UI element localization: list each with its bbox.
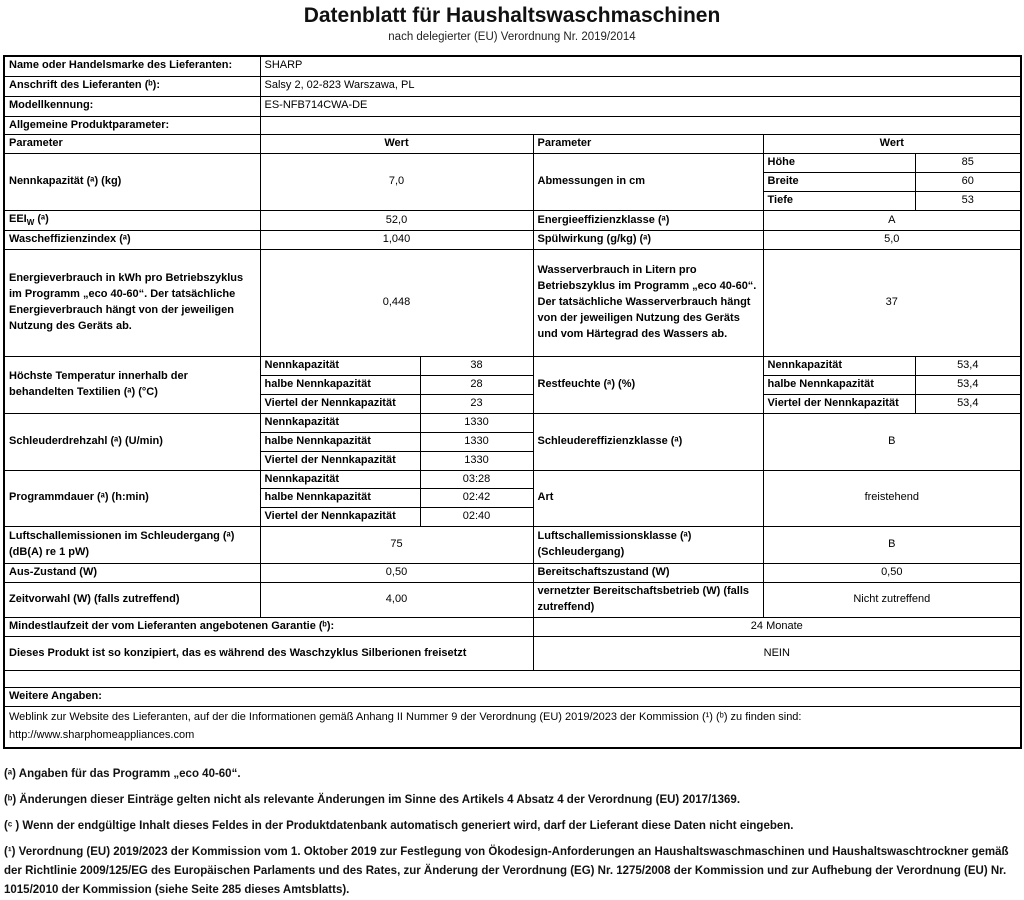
- zeitvorwahl-value: 4,00: [260, 583, 533, 618]
- page-subtitle: nach delegierter (EU) Verordnung Nr. 2019/2014: [388, 31, 636, 43]
- luftschallklasse-value: B: [763, 527, 1021, 564]
- restfeuchte-nenn-label: Nennkapazität: [763, 356, 915, 375]
- vernetzter-bereitschaftsbetrieb-value: Nicht zutreffend: [763, 583, 1021, 618]
- weblink-url: http://www.sharphomeappliances.com: [9, 729, 195, 742]
- vernetzter-bereitschaftsbetrieb-label: vernetzter Bereitschaftsbetrieb (W) (falls zutreffend): [533, 583, 763, 618]
- programmdauer-nenn-value: 03:28: [420, 470, 533, 489]
- programmdauer-nenn-label: Nennkapazität: [260, 470, 420, 489]
- general-parameters-label: Allgemeine Produktparameter:: [4, 116, 260, 135]
- luftschall-label: Luftschallemissionen im Schleudergang (ᵃ) (dB(A) re 1 pW): [4, 527, 260, 564]
- garantie-value: 24 Monate: [533, 618, 1021, 637]
- eei-value: 52,0: [260, 211, 533, 231]
- column-header-wert-left: Wert: [260, 135, 533, 154]
- spuelwirkung-value: 5,0: [763, 230, 1021, 249]
- wascheffizienzindex-label: Wascheffizienzindex (ᵃ): [4, 230, 260, 249]
- nennkapazitaet-label: Nennkapazität (ᵃ) (kg): [4, 154, 260, 211]
- column-header-wert-right: Wert: [763, 135, 1021, 154]
- schleudereffizienzklasse-value: B: [763, 413, 1021, 470]
- programmdauer-viertel-value: 02:40: [420, 508, 533, 527]
- restfeuchte-halbe-value: 53,4: [915, 375, 1021, 394]
- abmessungen-tiefe-label: Tiefe: [763, 192, 915, 211]
- schleuder-viertel-label: Viertel der Nennkapazität: [260, 451, 420, 470]
- empty-row: [4, 671, 1021, 688]
- art-value: freistehend: [763, 470, 1021, 527]
- energieverbrauch-label: Energieverbrauch in kWh pro Betriebszyklus im Programm „eco 40-60“. Der tatsächliche Energieverbrauch hängt von der jeweiligen Nutzung des Geräts ab.: [4, 249, 260, 356]
- restfeuchte-nenn-value: 53,4: [915, 356, 1021, 375]
- wasserverbrauch-value: 37: [763, 249, 1021, 356]
- supplier-address-value: Salsy 2, 02-823 Warszawa, PL: [260, 76, 1021, 96]
- weblink-cell: [4, 707, 1021, 748]
- eei-label-suffix: (ᵃ): [34, 213, 49, 226]
- zeitvorwahl-label: Zeitvorwahl (W) (falls zutreffend): [4, 583, 260, 618]
- aus-zustand-value: 0,50: [260, 564, 533, 583]
- footnote-a: (ᵃ) Angaben für das Programm „eco 40-60“.: [4, 768, 241, 781]
- eei-label-subscript: W: [26, 218, 35, 228]
- eei-label: [4, 211, 260, 231]
- datasheet-table: [3, 55, 1022, 749]
- programmdauer-viertel-label: Viertel der Nennkapazität: [260, 508, 420, 527]
- abmessungen-hoehe-value: 85: [915, 154, 1021, 173]
- supplier-address-label: Anschrift des Lieferanten (ᵇ):: [4, 76, 260, 96]
- temperatur-viertel-label: Viertel der Nennkapazität: [260, 394, 420, 413]
- nennkapazitaet-value: 7,0: [260, 154, 533, 211]
- spuelwirkung-label: Spülwirkung (g/kg) (ᵃ): [533, 230, 763, 249]
- programmdauer-halbe-label: halbe Nennkapazität: [260, 489, 420, 508]
- restfeuchte-label: Restfeuchte (ᵃ) (%): [533, 356, 763, 413]
- luftschallklasse-label: Luftschallemissionsklasse (ᵃ) (Schleudergang): [533, 527, 763, 564]
- art-label: Art: [533, 470, 763, 527]
- restfeuchte-halbe-label: halbe Nennkapazität: [763, 375, 915, 394]
- column-header-parameter-left: Parameter: [4, 135, 260, 154]
- bereitschaftszustand-value: 0,50: [763, 564, 1021, 583]
- wascheffizienzindex-value: 1,040: [260, 230, 533, 249]
- silberionen-value: NEIN: [533, 637, 1021, 671]
- general-parameters-empty-cell: [260, 116, 1021, 135]
- temperatur-viertel-value: 23: [420, 394, 533, 413]
- footnote-c: (ᶜ ) Wenn der endgültige Inhalt dieses Feldes in der Produktdatenbank automatisch generiert wird, darf der Lieferant diese Daten nicht eingeben.: [4, 820, 794, 833]
- schleuder-nenn-label: Nennkapazität: [260, 413, 420, 432]
- programmdauer-halbe-value: 02:42: [420, 489, 533, 508]
- hoechste-temperatur-label: Höchste Temperatur innerhalb der behandelten Textilien (ᵃ) (°C): [4, 356, 260, 413]
- bereitschaftszustand-label: Bereitschaftszustand (W): [533, 564, 763, 583]
- temperatur-nenn-label: Nennkapazität: [260, 356, 420, 375]
- footnote-b: (ᵇ) Änderungen dieser Einträge gelten nicht als relevante Änderungen im Sinne des Artikels 4 Absatz 4 der Verordnung (EU) 2017/1369.: [4, 794, 741, 807]
- datasheet-page: [0, 4, 1024, 900]
- abmessungen-hoehe-label: Höhe: [763, 154, 915, 173]
- model-id-value: ES-NFB714CWA-DE: [260, 96, 1021, 116]
- weblink-text: Weblink zur Website des Lieferanten, auf der die Informationen gemäß Anhang II Nummer 9 der Verordnung (EU) 2019/2023 der Kommission (¹) (ᵇ) zu finden sind:: [9, 711, 802, 724]
- energieeffizienzklasse-label: Energieeffizienzklasse (ᵃ): [533, 211, 763, 231]
- footnotes: [4, 765, 1018, 900]
- supplier-name-label: Name oder Handelsmarke des Lieferanten:: [4, 56, 260, 76]
- schleudereffizienzklasse-label: Schleudereffizienzklasse (ᵃ): [533, 413, 763, 470]
- energieverbrauch-value: 0,448: [260, 249, 533, 356]
- silberionen-label: Dieses Produkt ist so konzipiert, das es während des Waschzyklus Silberionen freisetzt: [4, 637, 533, 671]
- model-id-label: Modellkennung:: [4, 96, 260, 116]
- abmessungen-breite-value: 60: [915, 173, 1021, 192]
- aus-zustand-label: Aus-Zustand (W): [4, 564, 260, 583]
- column-header-parameter-right: Parameter: [533, 135, 763, 154]
- page-title: Datenblatt für Haushaltswaschmaschinen: [303, 4, 721, 27]
- temperatur-halbe-value: 28: [420, 375, 533, 394]
- energieeffizienzklasse-value: A: [763, 211, 1021, 231]
- footnote-1: (¹) Verordnung (EU) 2019/2023 der Kommission vom 1. Oktober 2019 zur Festlegung von Ökodesign-Anforderungen an Haushaltswaschmaschinen und Haushaltswaschtrockner gemäß der Richtlinie 2009/125/EG des Europäischen Parlaments und des Rates, zur Änderung der Verordnung (EG) Nr. 1275/2008 der Kommission und zur Aufhebung der Verordnung (EU) Nr. 1015/2010 der Kommission (siehe Seite 285 dieses Amtsblatts).: [4, 846, 1009, 897]
- wasserverbrauch-label: Wasserverbrauch in Litern pro Betriebszyklus im Programm „eco 40-60“. Der tatsächliche Wasserverbrauch hängt von der jeweiligen Nutzung des Geräts und vom Härtegrad des Wassers ab.: [533, 249, 763, 356]
- eei-label-main: EEI: [9, 213, 27, 226]
- temperatur-halbe-label: halbe Nennkapazität: [260, 375, 420, 394]
- schleuder-halbe-value: 1330: [420, 432, 533, 451]
- abmessungen-label: Abmessungen in cm: [533, 154, 763, 211]
- schleuder-nenn-value: 1330: [420, 413, 533, 432]
- schleuder-halbe-label: halbe Nennkapazität: [260, 432, 420, 451]
- schleuder-viertel-value: 1330: [420, 451, 533, 470]
- abmessungen-tiefe-value: 53: [915, 192, 1021, 211]
- restfeuchte-viertel-value: 53,4: [915, 394, 1021, 413]
- abmessungen-breite-label: Breite: [763, 173, 915, 192]
- temperatur-nenn-value: 38: [420, 356, 533, 375]
- programmdauer-label: Programmdauer (ᵃ) (h:min): [4, 470, 260, 527]
- restfeuchte-viertel-label: Viertel der Nennkapazität: [763, 394, 915, 413]
- garantie-label: Mindestlaufzeit der vom Lieferanten angebotenen Garantie (ᵇ):: [4, 618, 533, 637]
- luftschall-value: 75: [260, 527, 533, 564]
- weitere-angaben-label: Weitere Angaben:: [4, 688, 1021, 707]
- schleuderdrehzahl-label: Schleuderdrehzahl (ᵃ) (U/min): [4, 413, 260, 470]
- supplier-name-value: SHARP: [260, 56, 1021, 76]
